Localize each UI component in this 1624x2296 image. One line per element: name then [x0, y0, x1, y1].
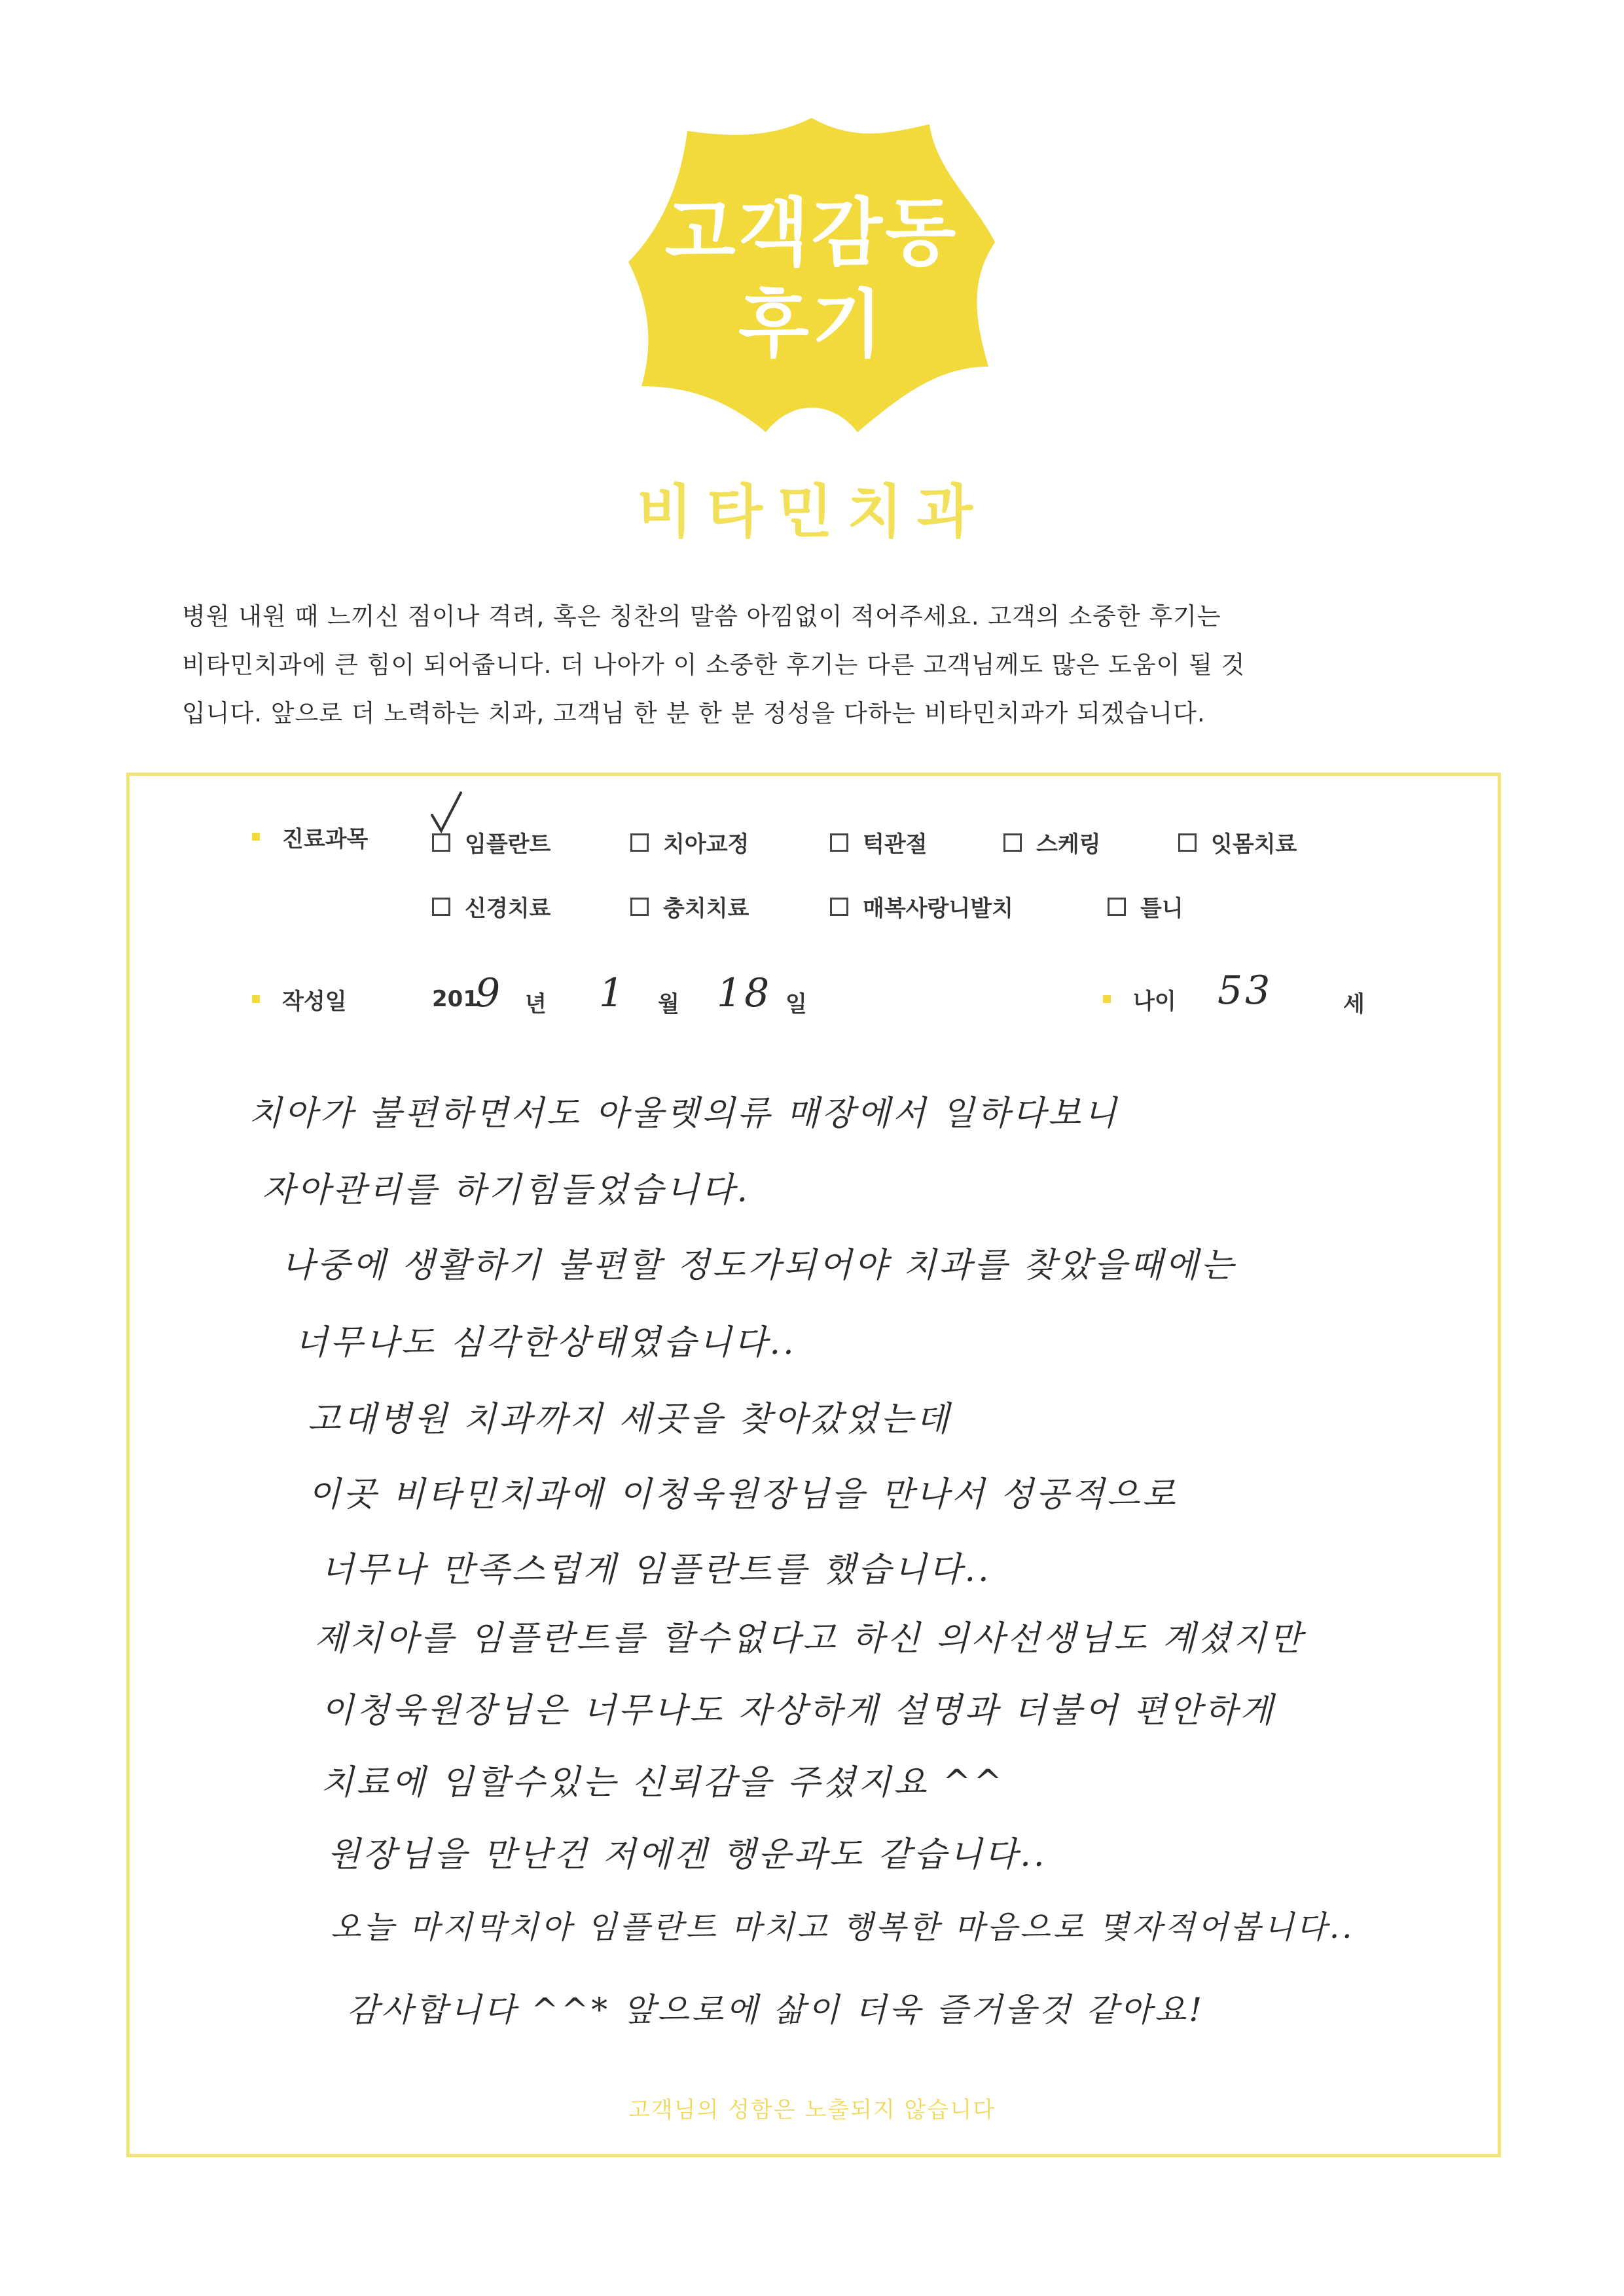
option-tmj[interactable] — [830, 826, 928, 858]
option-label: 스케링 — [1036, 831, 1101, 858]
year-unit: 년 — [525, 991, 547, 1017]
badge-title-line2: 후기 — [738, 282, 886, 367]
option-scaling[interactable] — [1003, 826, 1101, 858]
review-line: 자아관리를 하기힘들었습니다. — [262, 1171, 751, 1210]
treatment-label: 진료과목 — [282, 826, 369, 852]
day-unit: 일 — [785, 991, 807, 1017]
month-handwritten[interactable]: 1 — [599, 970, 627, 1016]
review-line: 너무나 만족스럽게 임플란트를 했습니다.. — [321, 1550, 992, 1590]
option-label: 임플란트 — [465, 831, 551, 858]
year-handwritten[interactable]: 9 — [475, 970, 503, 1016]
age-unit: 세 — [1343, 991, 1365, 1017]
option-orthodontics[interactable] — [630, 826, 749, 858]
option-label: 턱관절 — [863, 831, 928, 858]
date-label: 작성일 — [282, 988, 347, 1015]
age-handwritten[interactable]: 53 — [1218, 968, 1273, 1013]
option-gum-treatment[interactable] — [1178, 826, 1297, 858]
option-label: 매복사랑니발치 — [863, 896, 1013, 922]
option-label: 치아교정 — [663, 831, 749, 858]
option-label: 잇몸치료 — [1211, 831, 1297, 858]
review-badge — [622, 111, 1001, 439]
intro-paragraph — [182, 592, 1465, 738]
review-line: 치아가 불편하면서도 아울렛의류 매장에서 일하다보니 — [249, 1094, 1119, 1133]
privacy-note: 고객님의 성함은 노출되지 않습니다 — [628, 2097, 996, 2123]
checkbox-icon[interactable] — [830, 898, 848, 916]
checkmark-icon — [427, 789, 466, 841]
bullet-icon — [1103, 995, 1111, 1003]
review-line: 오늘 마지막치아 임플란트 마치고 행복한 마음으로 몇자적어봅니다.. — [331, 1909, 1355, 1946]
date-field — [252, 979, 347, 1019]
checkbox-icon[interactable] — [1003, 833, 1022, 852]
option-label: 신경치료 — [465, 896, 551, 922]
review-line: 고대병원 치과까지 세곳을 찾아갔었는데 — [308, 1400, 952, 1439]
review-line: 너무나도 심각한상태였습니다.. — [295, 1323, 797, 1362]
intro-line: 병원 내원 때 느끼신 점이나 격려, 혹은 칭찬의 말씀 아낌없이 적어주세요. 고객의 소중한 후기는 — [182, 602, 1221, 630]
intro-line: 비타민치과에 큰 힘이 되어줍니다. 더 나아가 이 소중한 후기는 다른 고객님께도 많은 도움이 될 것 — [182, 651, 1246, 679]
option-dentures[interactable] — [1108, 890, 1183, 922]
option-label: 틀니 — [1140, 896, 1183, 922]
review-line: 감사합니다 ^^* 앞으로에 삶이 더욱 즐거울것 같아요! — [347, 1991, 1205, 2029]
clinic-name: 비타민치과 — [636, 478, 988, 545]
age-label: 나이 — [1133, 988, 1176, 1015]
checkbox-icon[interactable] — [630, 898, 649, 916]
review-line: 치료에 임할수있는 신뢰감을 주셨지요 ^^ — [321, 1763, 1005, 1802]
review-line: 원장님을 만난건 저에겐 행운과도 같습니다.. — [327, 1835, 1047, 1874]
checkbox-icon[interactable] — [1178, 833, 1197, 852]
checkbox-icon[interactable] — [830, 833, 848, 852]
day-handwritten[interactable]: 18 — [717, 970, 772, 1016]
review-line: 이청욱원장님은 너무나도 자상하게 설명과 더불어 편안하게 — [321, 1691, 1276, 1730]
checkbox-icon[interactable] — [1108, 898, 1126, 916]
review-line: 나중에 생활하기 불편할 정도가되어야 치과를 찾았을때에는 — [281, 1246, 1236, 1285]
age-field — [1103, 979, 1176, 1019]
treatment-field — [252, 817, 368, 856]
badge-title-line1: 고객감동 — [664, 191, 959, 276]
bullet-icon — [252, 833, 260, 841]
year-prefix: 201 — [432, 986, 478, 1012]
option-root-canal[interactable] — [432, 890, 550, 922]
review-line: 이곳 비타민치과에 이청욱원장님을 만나서 성공적으로 — [308, 1475, 1178, 1514]
checkbox-icon[interactable] — [432, 898, 450, 916]
month-unit: 월 — [658, 991, 679, 1017]
intro-line: 입니다. 앞으로 더 노력하는 치과, 고객님 한 분 한 분 정성을 다하는 비타민치과가 되겠습니다. — [182, 699, 1206, 727]
option-wisdom-tooth[interactable] — [830, 890, 1013, 922]
bullet-icon — [252, 995, 260, 1003]
review-line: 제치아를 임플란트를 할수없다고 하신 의사선생님도 계셨지만 — [314, 1619, 1305, 1658]
checkbox-icon[interactable] — [630, 833, 649, 852]
option-label: 충치치료 — [663, 896, 749, 922]
option-cavity-treatment[interactable] — [630, 890, 749, 922]
